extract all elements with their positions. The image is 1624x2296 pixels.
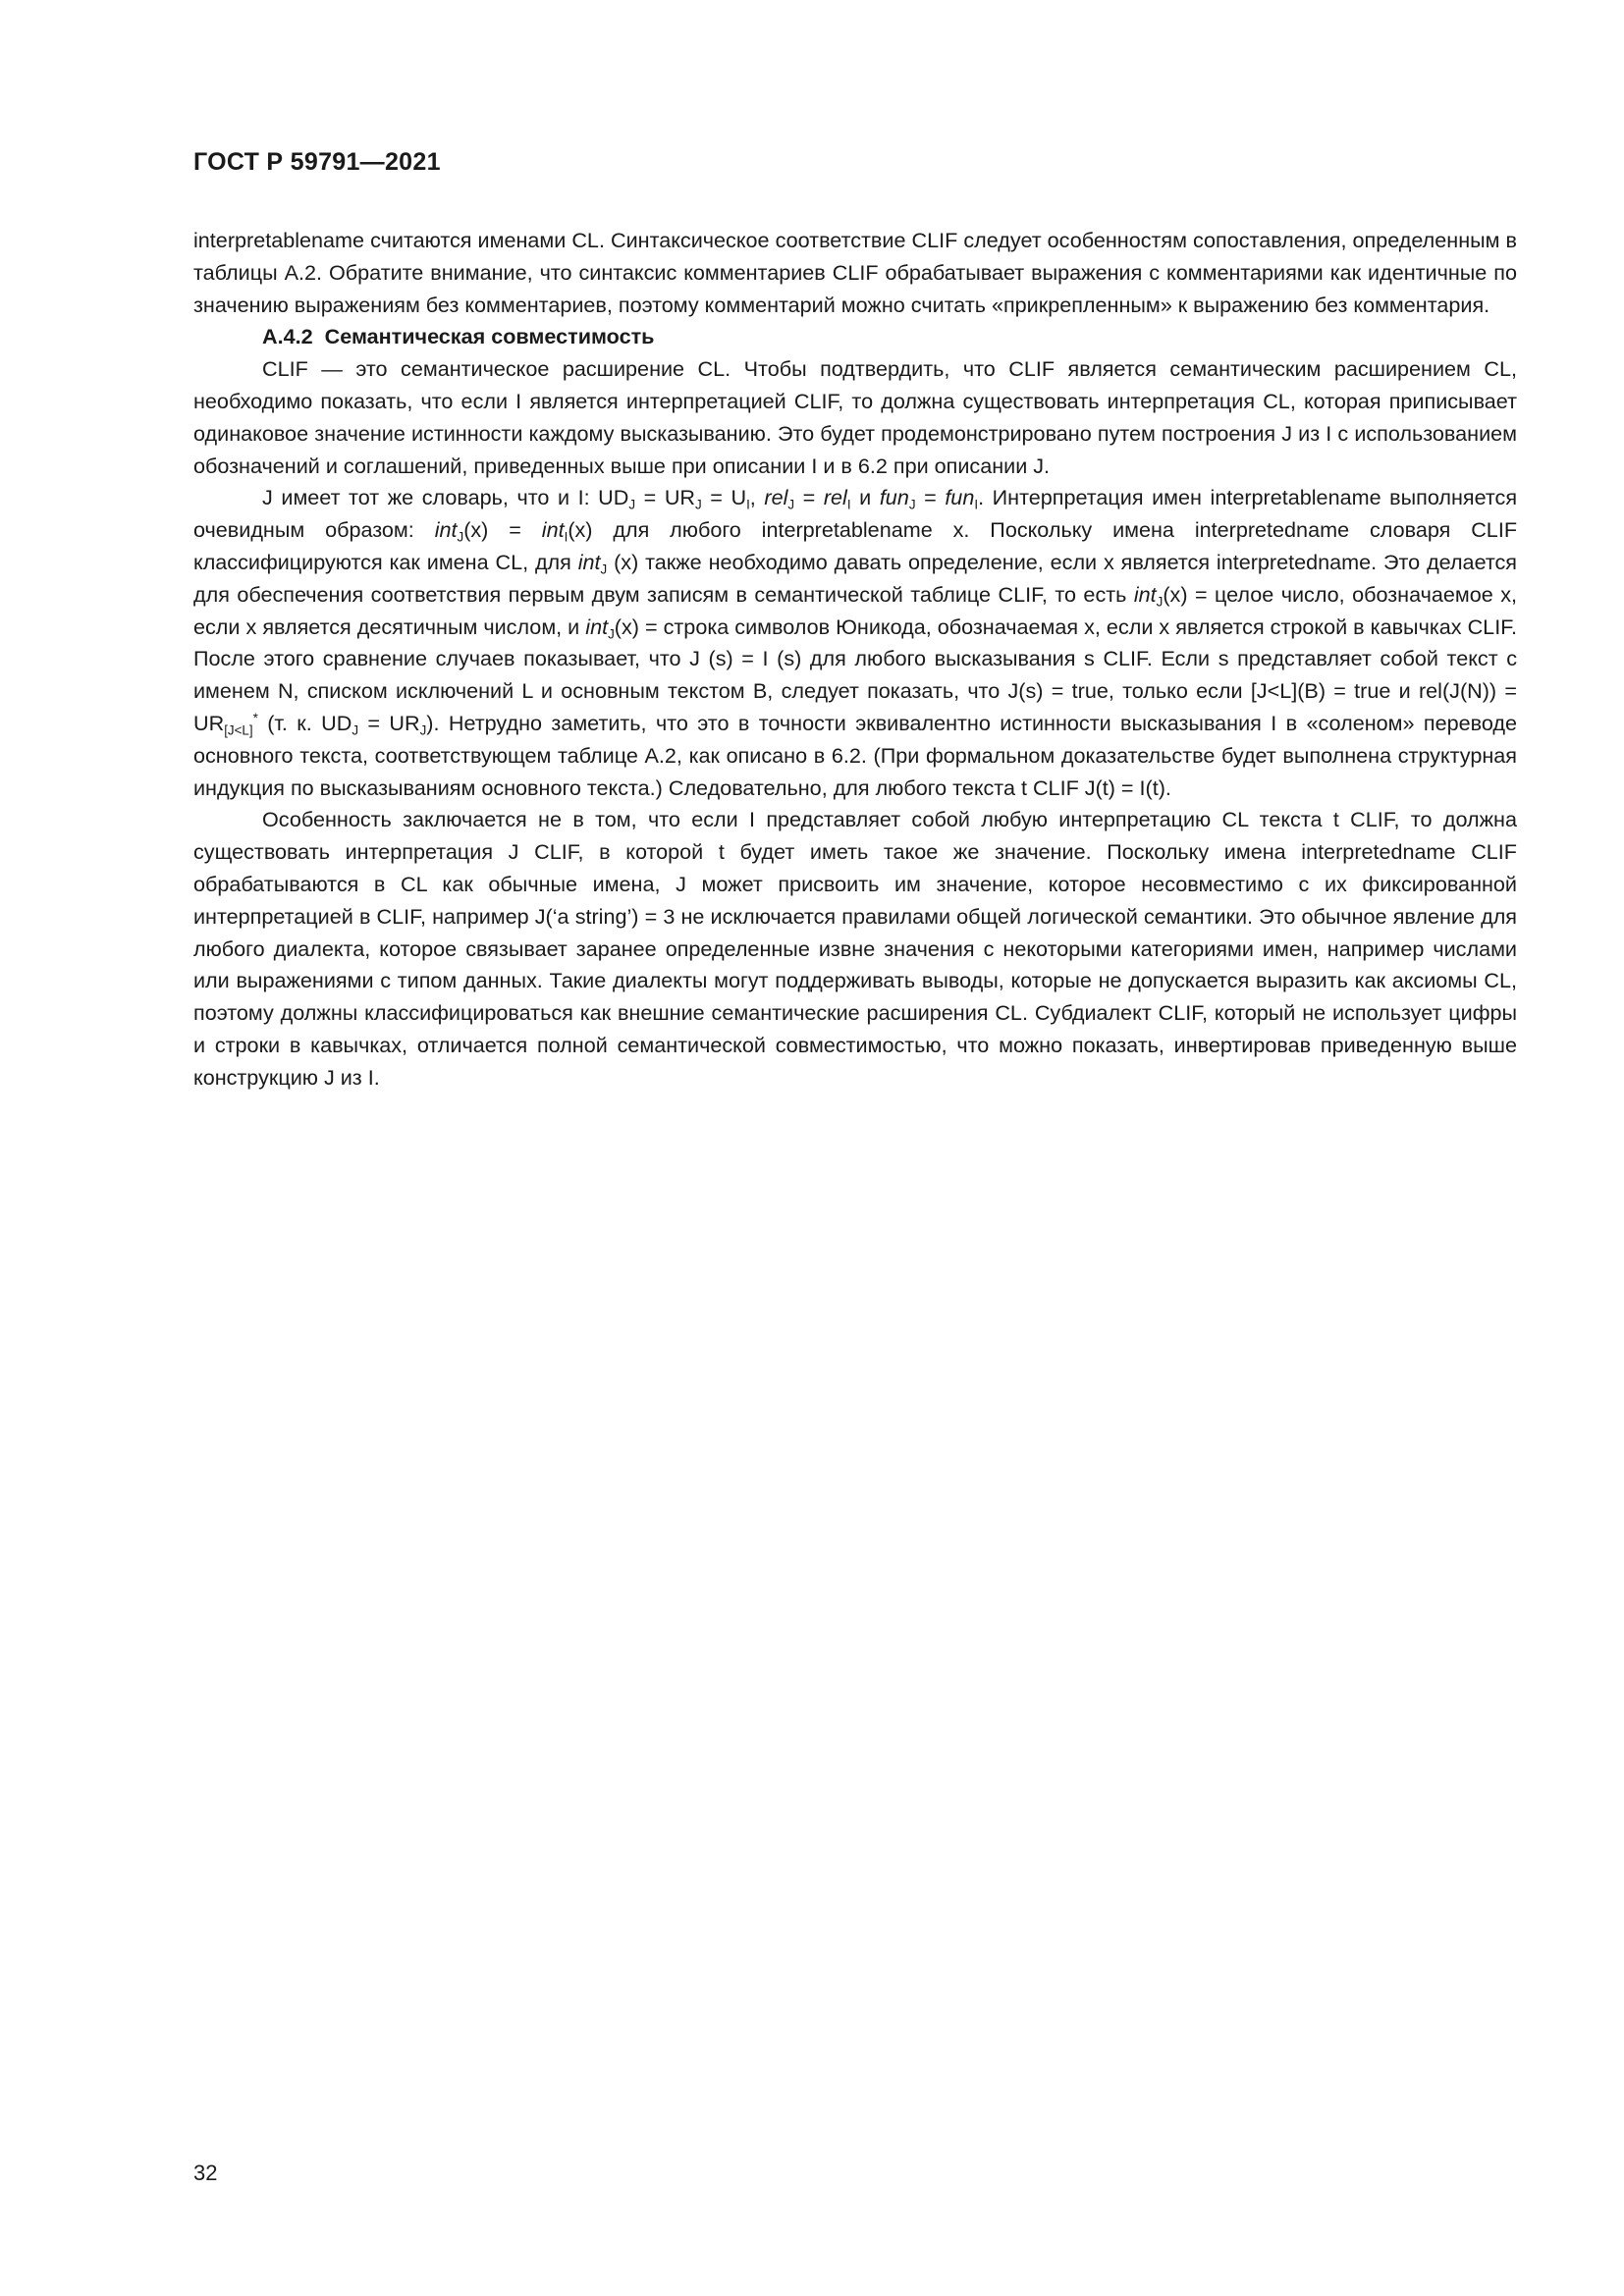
- section-heading: [193, 321, 1517, 353]
- document-body: [193, 225, 1517, 1095]
- section-title: Семантическая совместимость: [324, 324, 655, 349]
- paragraph-continuation: interpretablename считаются именами CL. Синтаксическое соответствие CLIF следует особенностям сопоставления, определенным в таблицы А.2. Обратите внимание, что синтаксис комментариев CLIF обрабатывает выражения с комментариями как идентичные по значению выражениям без комментариев, поэтому комментарий можно считать «прикрепленным» к выражению без комментария.: [193, 228, 1517, 317]
- section-number: А.4.2: [262, 324, 313, 349]
- page-number: 32: [193, 2161, 218, 2185]
- document-code-header: ГОСТ Р 59791—2021: [193, 148, 441, 176]
- paragraph-semantic-extension: CLIF — это семантическое расширение CL. Чтобы подтвердить, что CLIF является семантическим расширением CL, необходимо показать, что если I является интерпретацией CLIF, то должна существовать интерпретация CL, которая приписывает одинаковое значение истинности каждому высказыванию. Это будет продемонстрировано путем построения J из I с использованием обозначений и соглашений, приведенных выше при описании I и в 6.2 при описании J.: [193, 356, 1517, 478]
- paragraph-peculiarity: Особенность заключается не в том, что если I представляет собой любую интерпретацию CL текста t CLIF, то должна существовать интерпретация J CLIF, в которой t будет иметь такое же значение. Поскольку имена interpretedname CLIF обрабатываются в CL как обычные имена, J может присвоить им значение, которое несовместимо с их фиксированной интерпретацией в CLIF, например J(‘a string’) = 3 не исключается правилами общей логической семантики. Это обычное явление для любого диалекта, которое связывает заранее определенные извне значения с некоторыми категориями имен, например числами или выражениями с типом данных. Такие диалекты могут поддерживать выводы, которые не допускается выразить как аксиомы CL, поэтому должны классифицироваться как внешние семантические расширения CL. Субдиалект CLIF, который не использует цифры и строки в кавычках, отличается полной семантической совместимостью, что можно показать, инвертировав приведенную выше конструкцию J из I.: [193, 807, 1517, 1090]
- paragraph-vocabulary: J имеет тот же словарь, что и I: $UD_J = UR_J = U_I$, rel$_J$ = rel$_I$ и fun$_J$ = fun$_I$. Интерпретация имен interpretablename выполняется очевидным образом: int$_J$(x) = int$_I$(x) для любого interpretablename x. Поскольку имена interpretedname словаря CLIF классифицируются как имена CL, для int$_J$ (x) также необходимо давать определение, если x является interpretedname. Это делается для обеспечения соответствия первым двум записям в семантической таблице CLIF, то есть int$_J$(x) = целое число, обозначаемое x, если x является десятичным числом, и int$_J$(x) = строка символов Юникода, обозначаемая x, если x является строкой в кавычках CLIF. После этого сравнение случаев показывает, что J (s) = I (s) для любого высказывания s CLIF. Если s представляет собой текст с именем N, списком исключений L и основным текстом B, следует показать, что J(s) = true, только если [J<L](B) = true и $rel(J(N)) = UR_{[J<L]}^*$ (т. к. $UD_J = UR_J$). Нетрудно заметить, что это в точности эквивалентно истинности высказывания I в «соленом» переводе основного текста, соответствующем таблице А.2, как описано в 6.2. (При формальном доказательстве будет выполнена структурная индукция по высказываниям основного текста.) Следовательно, для любого текста t CLIF J(t) = I(t).: [193, 485, 1518, 800]
